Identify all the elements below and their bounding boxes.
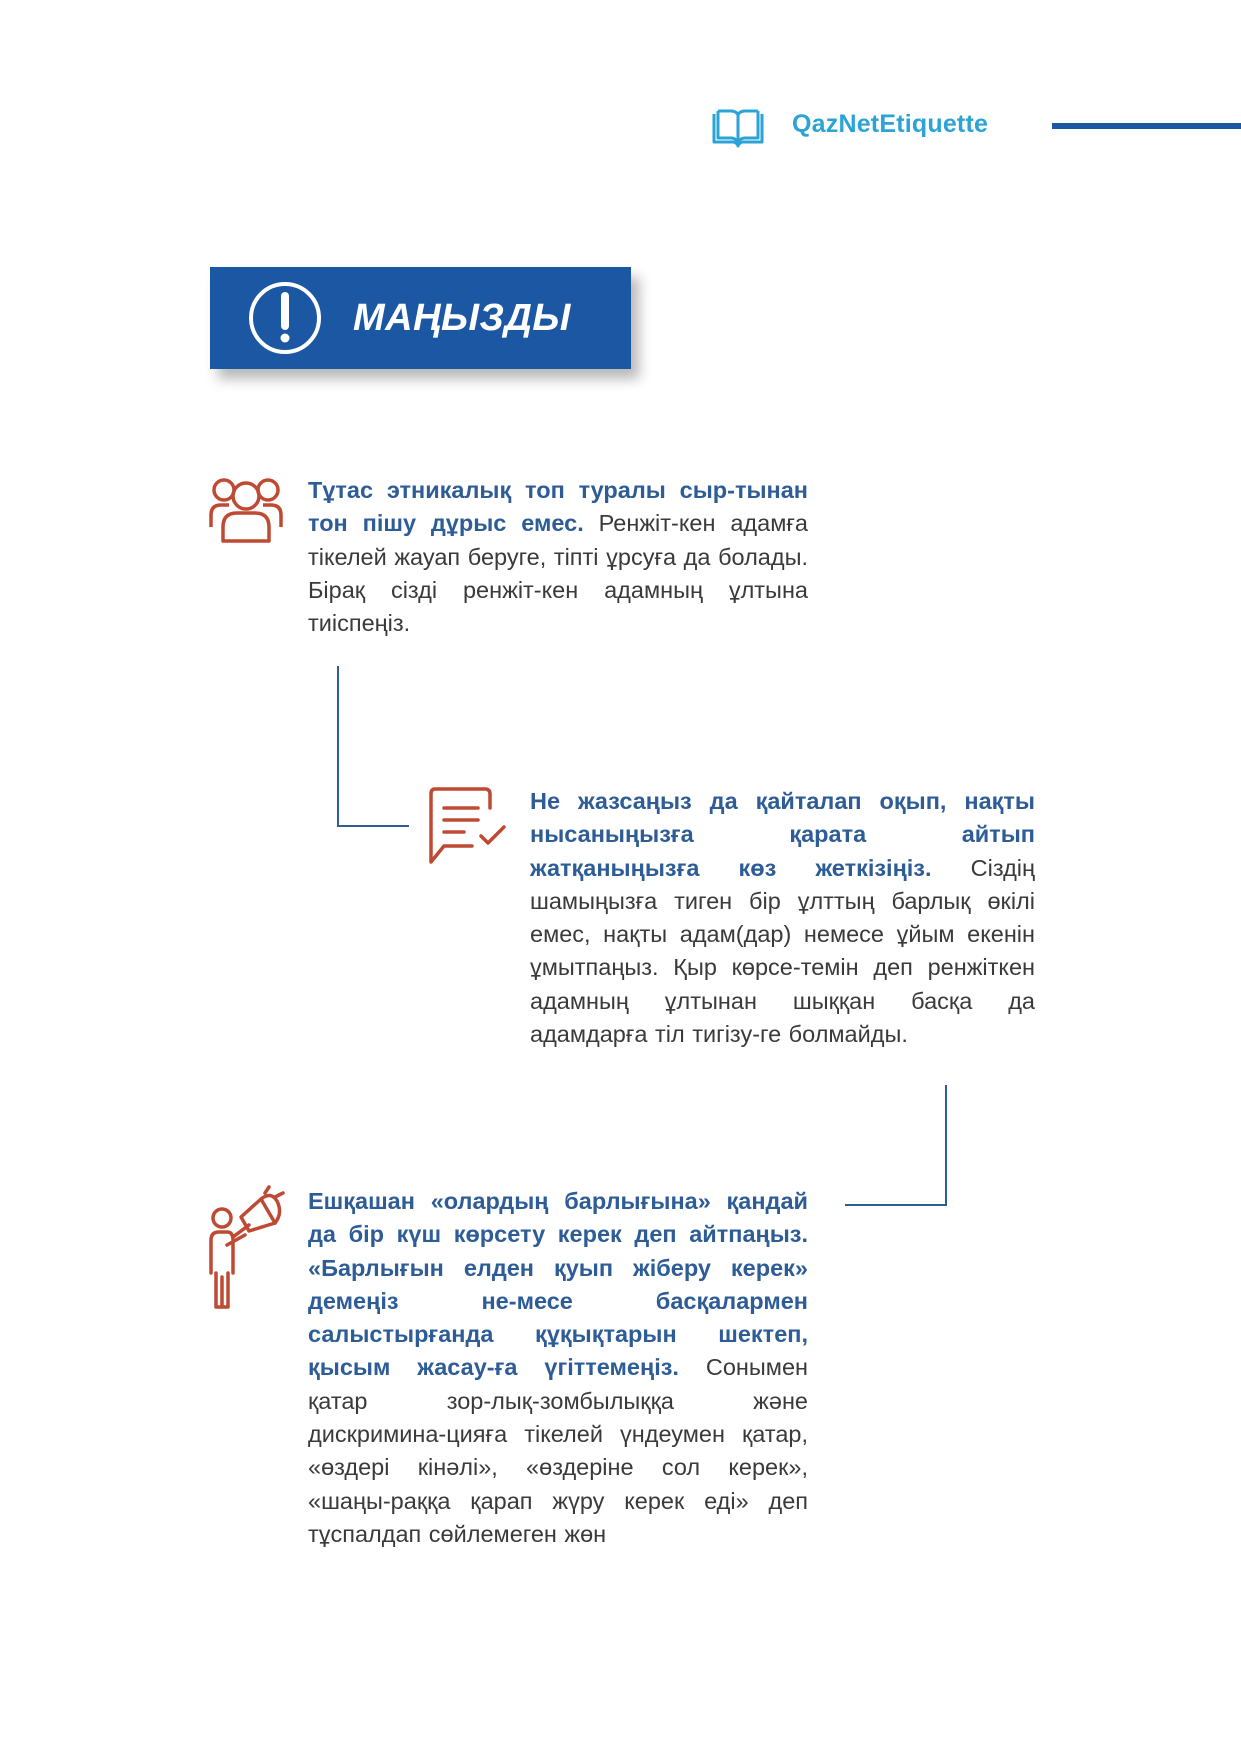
section-3-bold-text: Ешқашан «олардың барлығына» қандай да бір күш көрсету керек деп айтпаңыз. «Барлығын елден қуып жіберу керек» демеңіз не-месе басқалармен салыстырғанда құқықтарын шектеп, қысым жасау-ға үгіттемеңіз. (308, 1188, 808, 1381)
connector-line-horizontal-1 (337, 825, 409, 827)
section-1-body-text: Ренжіт-кен адамға тікелей жауап беруге, тіпті ұрсуға да болады. Бірақ сізді ренжіт-кен адамның ұлтына тиіспеңіз. (308, 510, 808, 637)
connector-line-horizontal-2 (845, 1204, 947, 1206)
group-of-people-icon (207, 475, 285, 543)
exclamation-circle-icon (247, 280, 323, 356)
connector-line-vertical-2 (945, 1085, 947, 1206)
person-megaphone-icon (205, 1185, 287, 1311)
section-paragraph-2 (530, 785, 1035, 1051)
connector-line-vertical-1 (337, 666, 339, 827)
brand-title: QazNetEtiquette (792, 110, 989, 138)
section-2-body-text: Сіздің шамыңызға тиген бір ұлттың барлық өкілі емес, нақты адам(дар) немесе ұйым екенін ұмытпаңыз. Қыр көрсе-темін деп ренжіткен адамның ұлтынан шыққан басқа да адамдарға тіл тигізу-ге болмайды. (530, 854, 1035, 1048)
section-1-bold-text: Тұтас этникалық топ туралы сыр-тынан тон пішу дұрыс емес. (308, 477, 808, 537)
important-banner (210, 267, 631, 369)
header-rule (1052, 123, 1241, 129)
section-paragraph-3 (308, 1185, 808, 1551)
section-2-bold-text: Не жазсаңыз да қайталап оқып, нақты нысаныңызға қарата айтып жатқаныңызға көз жеткізіңіз. (530, 788, 1035, 881)
open-book-icon (710, 108, 766, 148)
banner-title: МАҢЫЗДЫ (353, 296, 571, 339)
section-3-body-text: Сонымен қатар зор-лық-зомбылыққа және дискримина-цияға тікелей үндеумен қатар, «өздері кінәлі», «өздеріне сол керек», «шаңы-раққа қарап жүру керек еді» деп тұспалдап сөйлемеген жөн (308, 1354, 808, 1547)
section-paragraph-1 (308, 474, 808, 640)
chat-message-check-icon (428, 786, 508, 866)
